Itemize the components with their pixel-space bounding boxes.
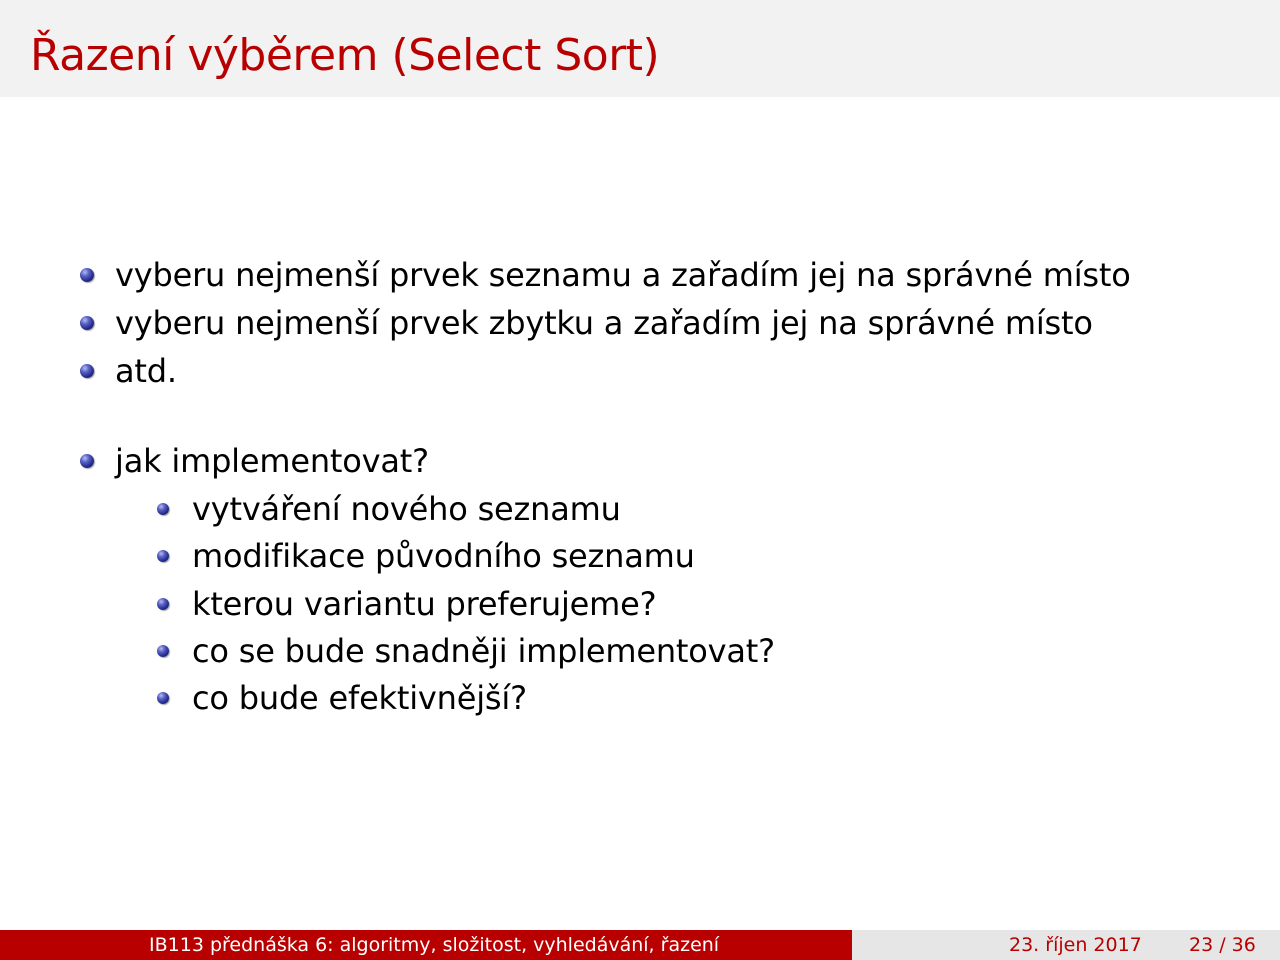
sub-bullet-icon xyxy=(157,598,169,610)
list-item xyxy=(115,441,429,481)
bullet-icon xyxy=(80,454,94,468)
list-item-text: vyberu nejmenší prvek zbytku a zařadím jej na správné místo xyxy=(115,304,1093,342)
bullet-icon xyxy=(80,268,94,282)
sub-list-item-text: co bude efektivnější? xyxy=(192,679,527,717)
sub-list-item-text: modifikace původního seznamu xyxy=(192,537,695,575)
sub-bullet-icon xyxy=(157,645,169,657)
sub-list-item xyxy=(192,489,621,529)
list-item-text: atd. xyxy=(115,352,177,390)
footer-date: 23. říjen 2017 xyxy=(1009,934,1142,956)
list-item-text: jak implementovat? xyxy=(115,442,429,480)
list-item xyxy=(115,255,1131,295)
sub-bullet-icon xyxy=(157,692,169,704)
sub-list-item xyxy=(192,584,656,624)
slide-title: Řazení výběrem (Select Sort) xyxy=(30,30,660,81)
sub-list-item xyxy=(192,631,775,671)
list-item xyxy=(115,303,1093,343)
footer-left-panel xyxy=(0,930,852,960)
footer-page-number: 23 / 36 xyxy=(1189,934,1256,956)
footer-lecture-title: IB113 přednáška 6: algoritmy, složitost, vyhledávání, řazení xyxy=(149,934,720,956)
sub-list-item-text: co se bude snadněji implementovat? xyxy=(192,632,775,670)
bullet-icon xyxy=(80,316,94,330)
footer xyxy=(0,930,1280,960)
sub-list-item-text: kterou variantu preferujeme? xyxy=(192,585,657,623)
list-item-text: vyberu nejmenší prvek seznamu a zařadím jej na správné místo xyxy=(115,256,1131,294)
sub-bullet-icon xyxy=(157,503,169,515)
list-item xyxy=(115,351,177,391)
sub-list-item xyxy=(192,678,527,718)
bullet-icon xyxy=(80,364,94,378)
sub-list-item-text: vytváření nového seznamu xyxy=(192,490,621,528)
sub-bullet-icon xyxy=(157,550,169,562)
sub-list-item xyxy=(192,536,695,576)
